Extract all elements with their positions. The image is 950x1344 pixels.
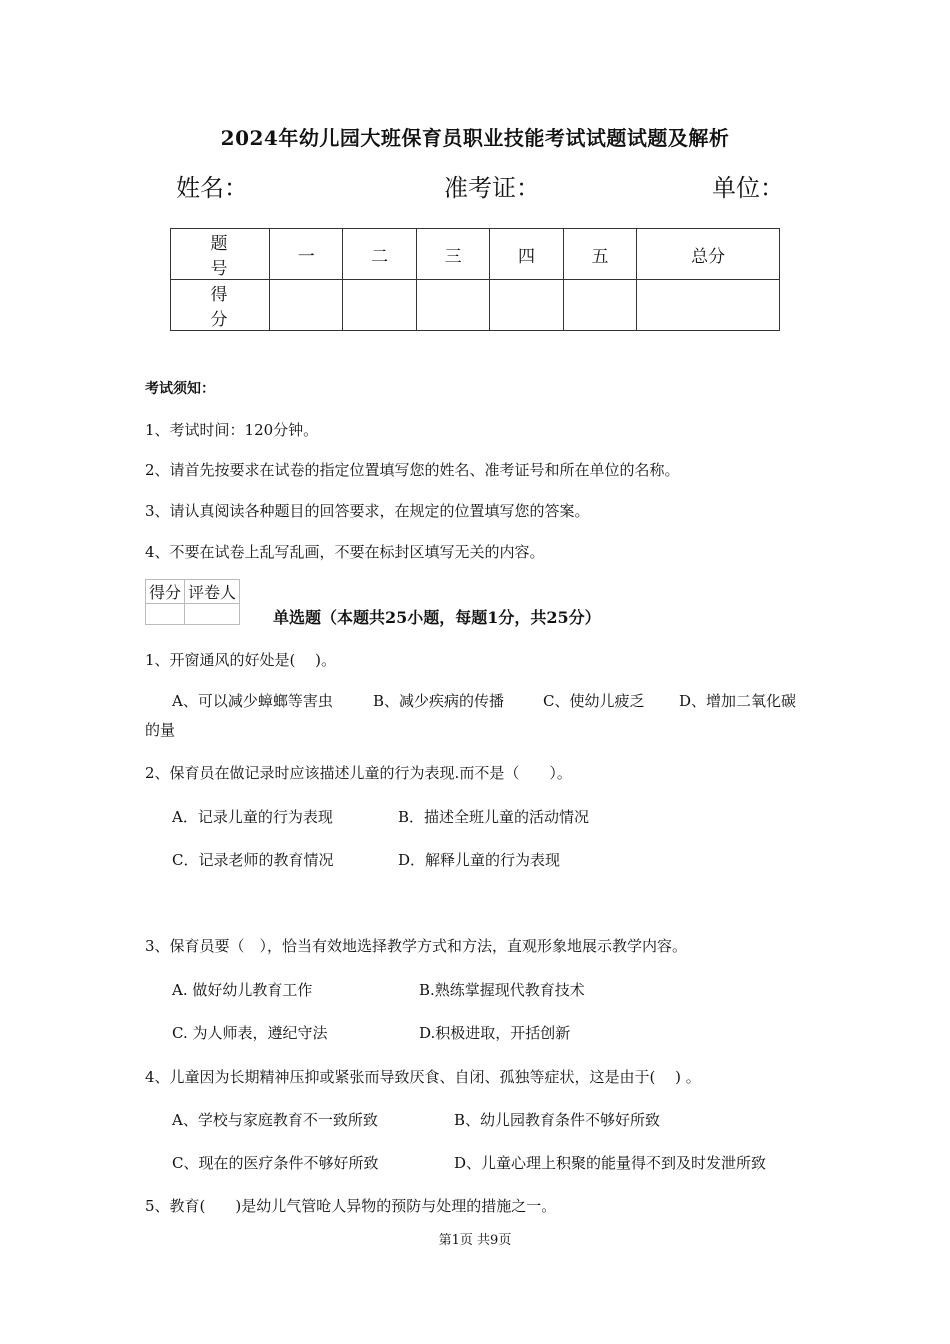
score-table-score-row bbox=[171, 280, 780, 331]
score-column-header: 三 bbox=[416, 229, 489, 280]
answer-option: A．记录儿童的行为表现 bbox=[172, 808, 333, 826]
question-stem: 1、开窗通风的好处是( )。 bbox=[145, 651, 337, 669]
answer-option: C、现在的医疗条件不够好所致 bbox=[172, 1154, 379, 1172]
score-cell bbox=[563, 280, 636, 331]
answer-option: A、可以减少蟑螂等害虫 bbox=[172, 692, 333, 710]
notice-item: 3、请认真阅读各种题目的回答要求，在规定的位置填写您的答案。 bbox=[145, 502, 590, 520]
score-table bbox=[170, 228, 780, 331]
grader-score-label: 得分 bbox=[146, 580, 185, 604]
notice-item: 4、不要在试卷上乱写乱画，不要在标封区填写无关的内容。 bbox=[145, 543, 545, 561]
grader-box bbox=[145, 579, 240, 625]
score-column-header: 五 bbox=[563, 229, 636, 280]
score-cell bbox=[270, 280, 343, 331]
answer-option: D、增加二氧化碳 bbox=[679, 692, 797, 710]
score-table-header-row bbox=[171, 229, 780, 280]
grader-score-cell bbox=[146, 604, 185, 625]
grader-name-label: 评卷人 bbox=[185, 580, 240, 604]
answer-option: A、学校与家庭教育不一致所致 bbox=[172, 1111, 378, 1129]
score-cell bbox=[416, 280, 489, 331]
name-field-label: 姓名： bbox=[176, 174, 248, 202]
question-stem: 2、保育员在做记录时应该描述儿童的行为表现.而不是（ ）。 bbox=[145, 764, 572, 782]
answer-option: D．解释儿童的行为表现 bbox=[398, 851, 561, 869]
answer-option: C. 为人师表，遵纪守法 bbox=[172, 1024, 328, 1042]
exam-number-field-label: 准考证： bbox=[444, 174, 540, 202]
answer-option: B、减少疾病的传播 bbox=[373, 692, 505, 710]
answer-option: B.熟练掌握现代教育技术 bbox=[419, 981, 585, 999]
score-column-header: 二 bbox=[343, 229, 416, 280]
option-continuation: 的量 bbox=[145, 721, 176, 739]
answer-option: C、使幼儿疲乏 bbox=[543, 692, 645, 710]
answer-option: D.积极进取，开括创新 bbox=[419, 1024, 571, 1042]
grader-name-cell bbox=[185, 604, 240, 625]
answer-option: B、幼儿园教育条件不够好所致 bbox=[454, 1111, 661, 1129]
section-title: 单选题（本题共25小题，每题1分，共25分） bbox=[273, 608, 601, 627]
answer-option: B．描述全班儿童的活动情况 bbox=[398, 808, 590, 826]
score-column-header: 一 bbox=[270, 229, 343, 280]
question-stem: 4、儿童因为长期精神压抑或紧张而导致厌食、自闭、孤独等症状，这是由于( ) 。 bbox=[145, 1068, 701, 1086]
answer-option: D、儿童心理上积聚的能量得不到及时发泄所致 bbox=[454, 1154, 767, 1172]
score-cell bbox=[637, 280, 780, 331]
answer-option: C．记录老师的教育情况 bbox=[172, 851, 334, 869]
question-number-label: 题 号 bbox=[171, 229, 270, 280]
score-column-header: 四 bbox=[490, 229, 563, 280]
question-stem: 3、保育员要（ ），恰当有效地选择教学方式和方法，直观形象地展示教学内容。 bbox=[145, 937, 688, 955]
notice-heading: 考试须知： bbox=[145, 381, 215, 397]
page-title: 2024年幼儿园大班保育员职业技能考试试题试题及解析 bbox=[220, 126, 730, 150]
notice-item: 1、考试时间：120分钟。 bbox=[145, 421, 319, 439]
notice-item: 2、请首先按要求在试卷的指定位置填写您的姓名、准考证号和所在单位的名称。 bbox=[145, 461, 680, 479]
page-footer: 第1页 共9页 bbox=[438, 1233, 512, 1248]
score-column-header: 总分 bbox=[637, 229, 780, 280]
answer-option: A. 做好幼儿教育工作 bbox=[172, 981, 313, 999]
score-label: 得 分 bbox=[171, 280, 270, 331]
unit-field-label: 单位： bbox=[712, 174, 784, 202]
question-stem: 5、教育( )是幼儿气管呛人异物的预防与处理的措施之一。 bbox=[145, 1197, 557, 1215]
score-cell bbox=[490, 280, 563, 331]
score-cell bbox=[343, 280, 416, 331]
